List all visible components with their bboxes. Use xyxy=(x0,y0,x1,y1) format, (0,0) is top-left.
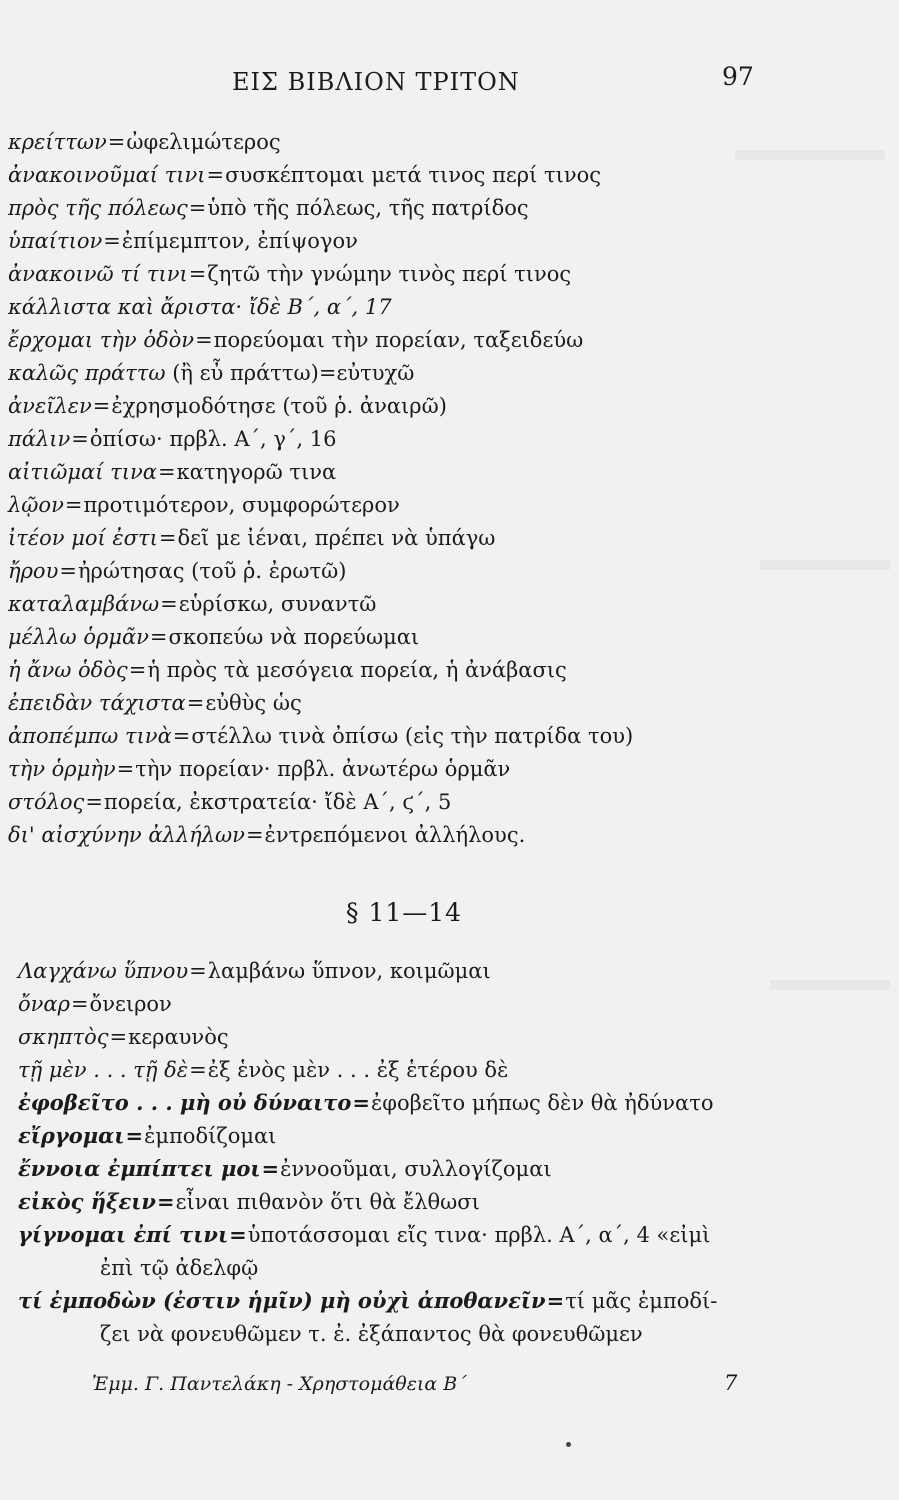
glossary-entry: ἀνακοινῶ τί τινι=ζητῶ τὴν γνώμην τινὸς περί τινος xyxy=(8,262,572,286)
glossary-entry: δι' αἰσχύνην ἀλλήλων=ἐντρεπόμενοι ἀλλήλους. xyxy=(8,823,526,847)
footer xyxy=(0,1373,899,1403)
glossary-entry: τὴν ὁρμὴν=τὴν πορείαν· πρβλ. ἀνωτέρω ὁρμᾶν xyxy=(8,757,511,781)
glossary-entry-continuation: ζει νὰ φονευθῶμεν τ. ἐ. ἐξάπαντος θὰ φονευθῶμεν xyxy=(100,1322,643,1346)
bleed-through-mark xyxy=(770,980,890,990)
glossary-entry: στόλος=πορεία, ἐκστρατεία· ἴδὲ Α΄, ϛ΄, 5 xyxy=(8,790,452,814)
glossary-entry: ἡ ἄνω ὁδὸς=ἡ πρὸς τὰ μεσόγεια πορεία, ἡ ἀνάβασις xyxy=(8,658,567,682)
glossary-entry: καταλαμβάνω=εὑρίσκω, συναντῶ xyxy=(8,592,377,616)
glossary-entry: ἀποπέμπω τινὰ=στέλλω τινὰ ὀπίσω (εἰς τὴν πατρίδα του) xyxy=(8,724,634,748)
bleed-through-mark xyxy=(735,150,885,160)
glossary-entry: ἀνακοινοῦμαί τινι=συσκέπτομαι μετά τινος περί τινος xyxy=(8,163,602,187)
ink-dot xyxy=(566,1442,571,1447)
glossary-entry: ἀνεῖλεν=ἐχρησμοδότησε (τοῦ ῥ. ἀναιρῶ) xyxy=(8,394,447,418)
footer-credit: Ἐμμ. Γ. Παντελάκη - Χρηστομάθεια Β΄ xyxy=(92,1373,467,1395)
glossary-entry: αἰτιῶμαί τινα=κατηγορῶ τινα xyxy=(8,460,337,484)
glossary-entry: εἰκὸς ἥξειν=εἶναι πιθανὸν ὅτι θὰ ἔλθωσι xyxy=(18,1189,480,1214)
glossary-entry: ὑπαίτιον=ἐπίμεμπτον, ἐπίψογον xyxy=(8,229,358,253)
glossary-entry: λῷον=προτιμότερον, συμφορώτερον xyxy=(8,493,400,517)
section-heading: § 11—14 xyxy=(346,898,463,927)
bleed-through-mark xyxy=(760,560,890,570)
glossary-entry: Λαγχάνω ὕπνου=λαμβάνω ὕπνον, κοιμῶμαι xyxy=(18,959,491,983)
glossary-entry: κρείττων=ὠφελιμώτερος xyxy=(8,130,281,154)
glossary-entry: ἰτέον μοί ἐστι=δεῖ με ἰέναι, πρέπει νὰ ὑπάγω xyxy=(8,526,496,550)
glossary-entry: σκηπτὸς=κεραυνὸς xyxy=(18,1025,229,1049)
glossary-entry: ἤρου=ἠρώτησας (τοῦ ῥ. ἐρωτῶ) xyxy=(8,559,347,583)
glossary-entry: ἔννοια ἐμπίπτει μοι=ἐννοοῦμαι, συλλογίζομαι xyxy=(18,1156,552,1181)
glossary-entry: μέλλω ὁρμᾶν=σκοπεύω νὰ πορεύωμαι xyxy=(8,625,420,649)
glossary-entry: γίγνομαι ἐπί τινι=ὑποτάσσομαι εἴς τινα· πρβλ. Α΄, α΄, 4 «εἰμὶ xyxy=(18,1222,711,1247)
glossary-entry: πάλιν=ὀπίσω· πρβλ. Α΄, γ΄, 16 xyxy=(8,427,337,451)
running-title: ΕΙΣ ΒΙΒΛΙΟΝ ΤΡΙΤΟΝ xyxy=(232,68,520,96)
page-number: 97 xyxy=(722,62,754,91)
glossary-entry: ἔρχομαι τὴν ὁδὸν=πορεύομαι τὴν πορείαν, ταξειδεύω xyxy=(8,328,584,352)
glossary-entry: πρὸς τῆς πόλεως=ὑπὸ τῆς πόλεως, τῆς πατρίδος xyxy=(8,196,529,220)
running-head xyxy=(0,62,899,102)
glossary-entry: εἴργομαι=ἐμποδίζομαι xyxy=(18,1123,277,1148)
glossary-entry: κάλλιστα καὶ ἄριστα· ἴδὲ Β΄, α΄, 17 xyxy=(8,295,392,319)
glossary-entry: καλῶς πράττω (ἢ εὖ πράττω)=εὐτυχῶ xyxy=(8,361,415,385)
signature-number: 7 xyxy=(724,1371,738,1395)
glossary-entry: ὄναρ=ὄνειρον xyxy=(18,992,172,1016)
glossary-entry: τῇ μὲν . . . τῇ δὲ=ἐξ ἑνὸς μὲν . . . ἐξ ἑτέρου δὲ xyxy=(18,1058,509,1082)
glossary-entry-continuation: ἐπὶ τῷ ἀδελφῷ xyxy=(100,1256,259,1280)
glossary-entry: ἐφοβεῖτο . . . μὴ οὐ δύναιτο=ἐφοβεῖτο μήπως δὲν θὰ ἠδύνατο xyxy=(18,1090,714,1115)
glossary-entry: ἐπειδὰν τάχιστα=εὐθὺς ὡς xyxy=(8,691,302,715)
glossary-entry: τί ἐμποδὼν (ἐστιν ἡμῖν) μὴ οὐχὶ ἀποθανεῖν=τί μᾶς ἐμποδί- xyxy=(18,1288,718,1313)
